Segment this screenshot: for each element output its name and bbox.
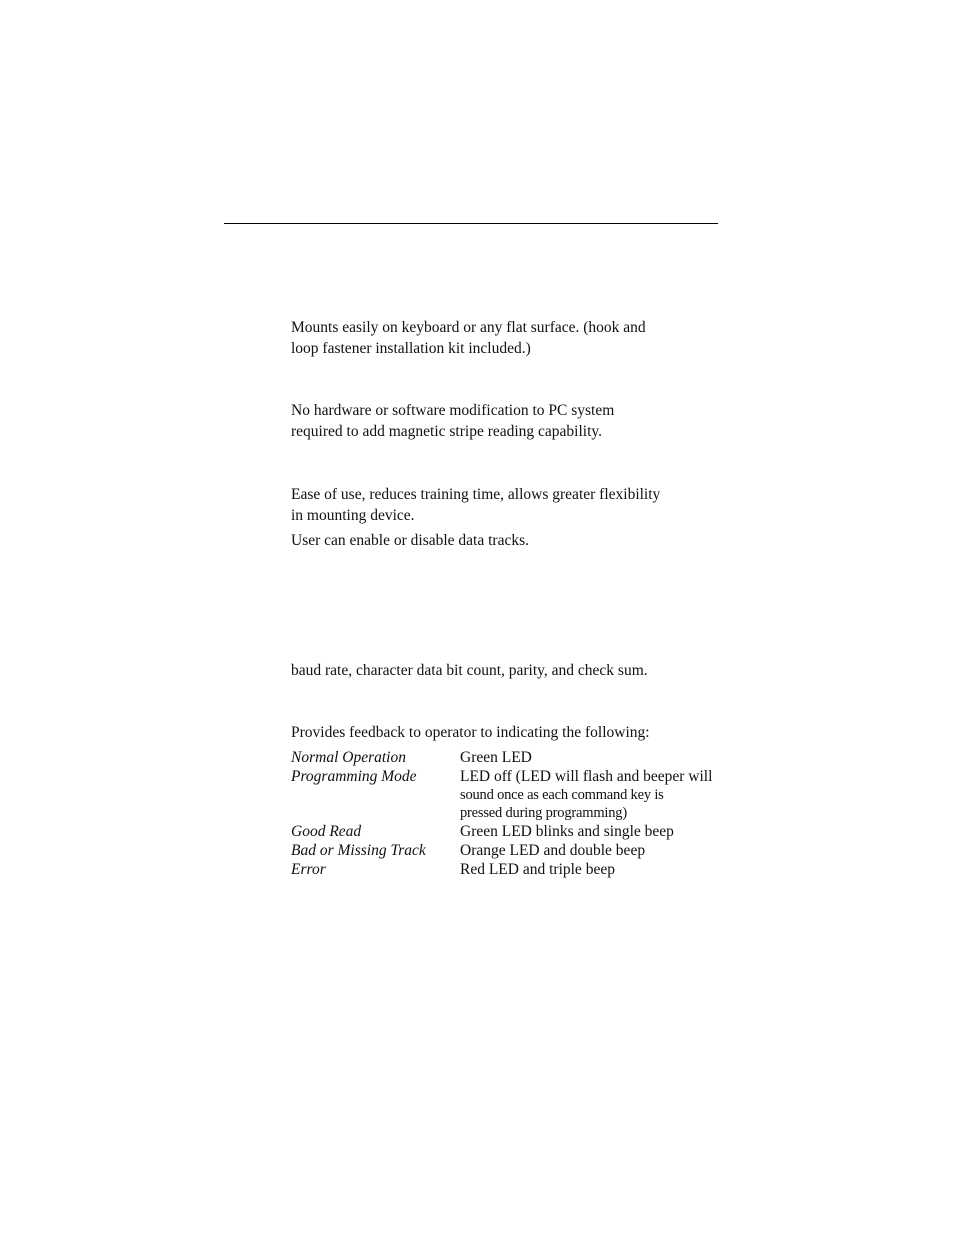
ease-of-use-paragraph <box>291 484 721 526</box>
indicator-description <box>460 841 731 860</box>
indicator-text: Orange LED and double beep <box>460 842 646 859</box>
no-modification-line-1: No hardware or software modification to PC system <box>291 402 615 419</box>
indicator-condition: Programming Mode <box>291 768 417 785</box>
indicator-condition: Good Read <box>291 823 362 840</box>
header-rule <box>224 223 718 224</box>
table-row <box>291 822 731 841</box>
status-indicator-table <box>291 748 731 879</box>
table-row <box>291 860 731 879</box>
feedback-intro-paragraph: Provides feedback to operator to indicating the following: <box>291 724 650 741</box>
serial-settings-paragraph: baud rate, character data bit count, parity, and check sum. <box>291 662 648 679</box>
indicator-condition: Error <box>291 861 326 878</box>
indicator-text: Green LED <box>460 749 532 766</box>
indicator-text: Red LED and triple beep <box>460 861 615 878</box>
ease-of-use-line-1: Ease of use, reduces training time, allows greater flexibility <box>291 486 661 503</box>
table-row <box>291 748 731 767</box>
indicator-condition: Normal Operation <box>291 749 406 766</box>
mounting-paragraph <box>291 317 721 359</box>
indicator-note-line: pressed during programming) <box>460 805 627 821</box>
indicator-text: Green LED blinks and single beep <box>460 823 674 840</box>
indicator-description <box>460 748 731 767</box>
indicator-description <box>460 822 731 841</box>
table-row <box>291 767 731 822</box>
tracks-paragraph: User can enable or disable data tracks. <box>291 532 529 549</box>
indicator-condition: Bad or Missing Track <box>291 842 426 859</box>
no-modification-paragraph <box>291 400 721 442</box>
table-row <box>291 841 731 860</box>
indicator-note-line: sound once as each command key is <box>460 787 664 803</box>
no-modification-line-2: required to add magnetic stripe reading capability. <box>291 423 603 440</box>
mounting-line-1: Mounts easily on keyboard or any flat surface. (hook and <box>291 319 646 336</box>
indicator-description <box>460 767 731 822</box>
indicator-text: LED off (LED will flash and beeper will <box>460 768 713 785</box>
mounting-line-2: loop fastener installation kit included.) <box>291 340 531 357</box>
indicator-description <box>460 860 731 879</box>
ease-of-use-line-2: in mounting device. <box>291 507 415 524</box>
